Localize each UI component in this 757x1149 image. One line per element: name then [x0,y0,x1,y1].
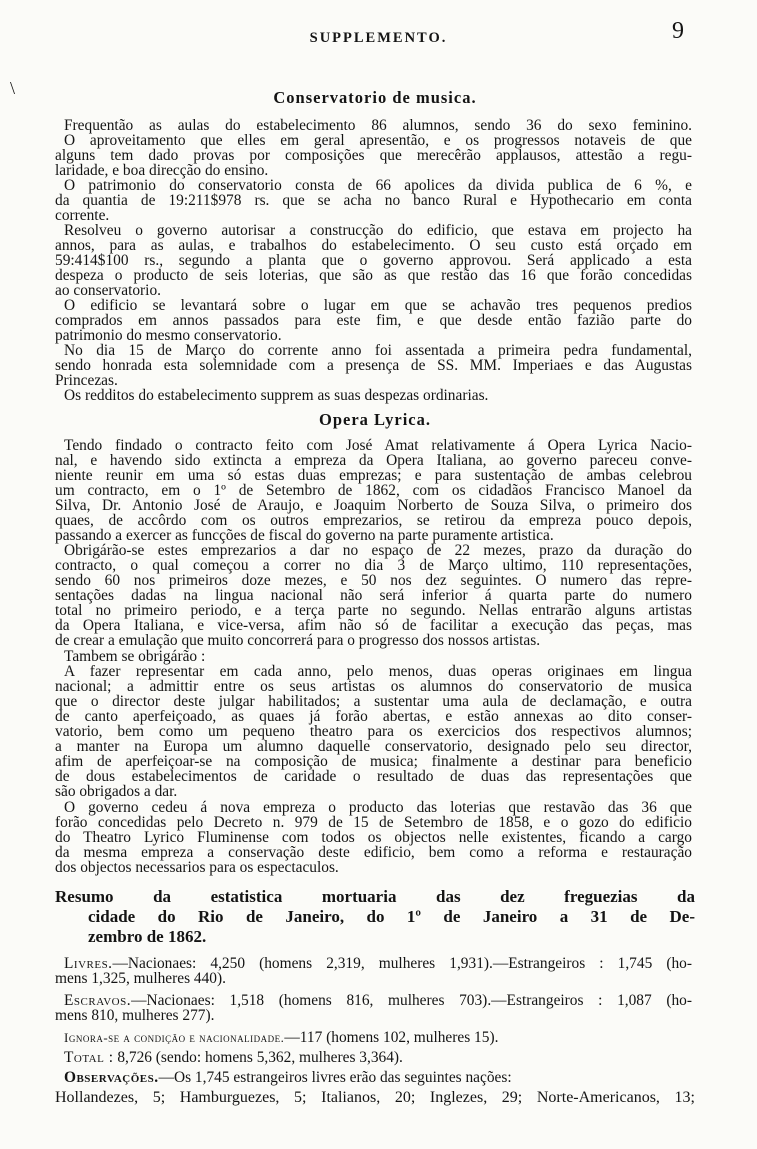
statistics-entry-escravos [64,993,692,1008]
paragraph-line: ao conservatorio. [55,282,161,299]
entry-label: Ignora-se a condição e nacionalidade. [64,1030,285,1045]
statistics-entry-total [64,1050,692,1065]
entry-label: Escravos. [64,992,132,1009]
paragraph-line: No dia 15 de Março do corrente anno foi assentada a primeira pedra fundamental, [64,342,692,359]
paragraph-line: de dous estabelecimentos de caridade o resultado de duas das representações que [55,768,692,785]
paragraph-line: do Theatro Lyrico Fluminense com todos os objectos nelle existentes, ficando a cargo [55,829,692,846]
entry-text: —117 (homens 102, mulheres 15). [284,1029,499,1046]
paragraph-line: O patrimonio do conservatorio consta de 66 apolices da divida publica de 6 %, e [64,177,692,194]
paragraph-line: contracto, o qual começou a correr no dia 3 de Março ultimo, 110 representações, [55,557,692,574]
paragraph-line: patrimonio do mesmo conservatorio. [55,327,282,344]
paragraph-line: sentações dadas na lingua nacional não será inferior á quarta parte do numero [55,587,692,604]
paragraph-line: da Opera Italiana, e vice-versa, afim não só de facilitar a execução das peças, mas [55,617,692,634]
paragraph-line: Silva, Dr. Antonio José de Araujo, e Joaquim Norberto de Souza Silva, o primeiro dos [55,497,692,514]
paragraph-line: Os redditos do estabelecimento supprem as suas despezas ordinarias. [64,387,489,404]
paragraph-line: O edificio se levantará sobre o lugar em que se achavão tres pequenos predios [64,297,692,314]
paragraph-line: quaes, de accôrdo com os outros emprezarios, se retirou da empreza pouco depois, [55,512,692,529]
statistics-entry-observacoes [64,1070,692,1085]
paragraph-line: Obrigárão-se estes emprezarios a dar no espaço de 22 mezes, prazo da duração do [64,542,692,559]
paragraph-line: alguns tem dado provas por composições que merecêrão applausos, attestão a regu- [55,147,692,164]
section-title-opera-lyrica: Opera Lyrica. [319,410,431,429]
paragraph-line: Frequentão as aulas do estabelecimento 86 alumnos, sendo 36 do sexo feminino. [64,117,692,134]
statistics-entry-ignora [64,1030,692,1045]
paragraph-line: O governo cedeu á nova empreza o producto das loterias que restavão das 36 que [64,799,692,816]
paragraph-line: dos objectos necessarios para os espectaculos. [55,859,339,876]
entry-text: 8,726 (sendo: homens 5,362, mulheres 3,364). [113,1049,403,1066]
statistics-title-line: Resumo da estatistica mortuaria das dez freguezias da [55,887,695,906]
paragraph-line: passando a exercer as funcções de fiscal do governo na parte puramente artistica. [55,527,554,544]
paragraph-line: Princezas. [55,372,118,389]
paragraph-line: comprados em annos passados para este fim, e que desde então fazião parte do [55,312,692,329]
paragraph-line: laridade, e boa direcção do ensino. [55,162,269,179]
paragraph-line: de canto aperfeiçoado, as quaes já forão abertas, e estão annexas ao dito conser- [55,708,692,725]
paragraph-line: a manter na Europa um alumno daquelle conservatorio, designado pelo seu director, [55,738,692,755]
margin-mark: \ [10,78,16,98]
entry-label: Total : [64,1049,114,1066]
statistics-entry-livres [64,956,692,971]
running-header: SUPPLEMENTO. [309,30,448,46]
statistics-entry-continued: mens 810, mulheres 277). [55,1007,215,1024]
statistics-title-line: zembro de 1862. [88,927,207,946]
paragraph-line: são obrigados a dar. [55,783,178,800]
paragraph-line: sendo honrada esta solemnidade com a presença de SS. MM. Imperiaes e das Augustas [55,357,692,374]
paragraph-line: A fazer representar em cada anno, pelo menos, duas operas originaes em lingua [64,663,692,680]
statistics-title-line: cidade do Rio de Janeiro, do 1º de Janeiro a 31 de De- [88,907,695,926]
statistics-entry-continued: mens 1,325, mulheres 440). [55,970,226,987]
paragraph-line: Tendo findado o contracto feito com José Amat relativamente á Opera Lyrica Nacio- [64,437,692,454]
entry-text: —Os 1,745 estrangeiros livres erão das seguintes nações: [158,1069,512,1086]
paragraph-line: 59:414$100 rs., segundo a planta que o governo approvou. Será applicado a esta [55,252,692,269]
paragraph-line: despeza o producto de seis loterias, que são as que restão das 16 que forão concedidas [55,267,692,284]
paragraph-line: niente reunir em uma só estas duas emprezas; e para sustentação de ambas celebrou [55,467,692,484]
paragraph-line: de crear a emulação que muito concorrerá para o progresso dos nossos artistas. [55,632,541,649]
paragraph-line: sendo 60 nos primeiros doze mezes, e 50 nos dez seguintes. O numero das repre- [55,572,692,589]
paragraph-line: afim de aperfeiçoar-se na composição de musica; finalmente a destinar para beneficio [55,753,692,770]
paragraph-line: annos, para as aulas, e trabalhos do estabelecimento. O seu custo está orçado em [55,237,692,254]
paragraph-line: que o director deste julgar habilitados; a sustentar uma aula de declamação, e outra [55,693,692,710]
paragraph-line: da quantia de 19:211$978 rs. que se acha no banco Rural e Hypothecario em conta [55,192,692,209]
paragraph-line: nal, e havendo sido extincta a empreza da Opera Italiana, ao governo pareceu conve- [55,452,692,469]
entry-text: —Nacionaes: 1,518 (homens 816, mulheres 703).—Estrangeiros : 1,087 (ho- [131,992,692,1009]
page-number: 9 [672,18,684,44]
paragraph-line: da mesma empreza a conservação deste edificio, bem como a reforma e restauração [55,844,692,861]
paragraph-line: nacional; a admittir entre os seus artistas os alumnos do conservatorio de musica [55,678,692,695]
statistics-nations-line: Hollandezes, 5; Hamburguezes, 5; Italianos, 20; Inglezes, 29; Norte-Americanos, 13; [55,1089,695,1106]
paragraph-line: corrente. [55,207,110,224]
entry-label: Livres. [64,955,113,972]
paragraph-line: total no primeiro periodo, e a terça parte no segundo. Nellas entrarão alguns artistas [55,602,692,619]
paragraph-line: O aproveitamento que elles em geral apresentão, e os progressos notaveis de que [64,132,692,149]
paragraph-line: vatorio, bem como um pequeno theatro para os exercicios dos respectivos alumnos; [55,723,692,740]
paragraph-line: um contracto, em o 1º de Setembro de 1862, com os cidadãos Francisco Manoel da [55,482,692,499]
entry-text: —Nacionaes: 4,250 (homens 2,319, mulheres 1,931).—Estrangeiros : 1,745 (ho- [112,955,692,972]
entry-label: Observações. [64,1069,159,1086]
paragraph-line: Resolveu o governo autorisar a construcção do edificio, que estava em projecto ha [64,222,692,239]
section-title-conservatorio: Conservatorio de musica. [273,88,477,107]
paragraph-line: forão concedidas pelo Decreto n. 979 de 15 de Setembro de 1858, e o gozo do edificio [55,814,692,831]
paragraph-line: Tambem se obrigárão : [64,648,206,665]
